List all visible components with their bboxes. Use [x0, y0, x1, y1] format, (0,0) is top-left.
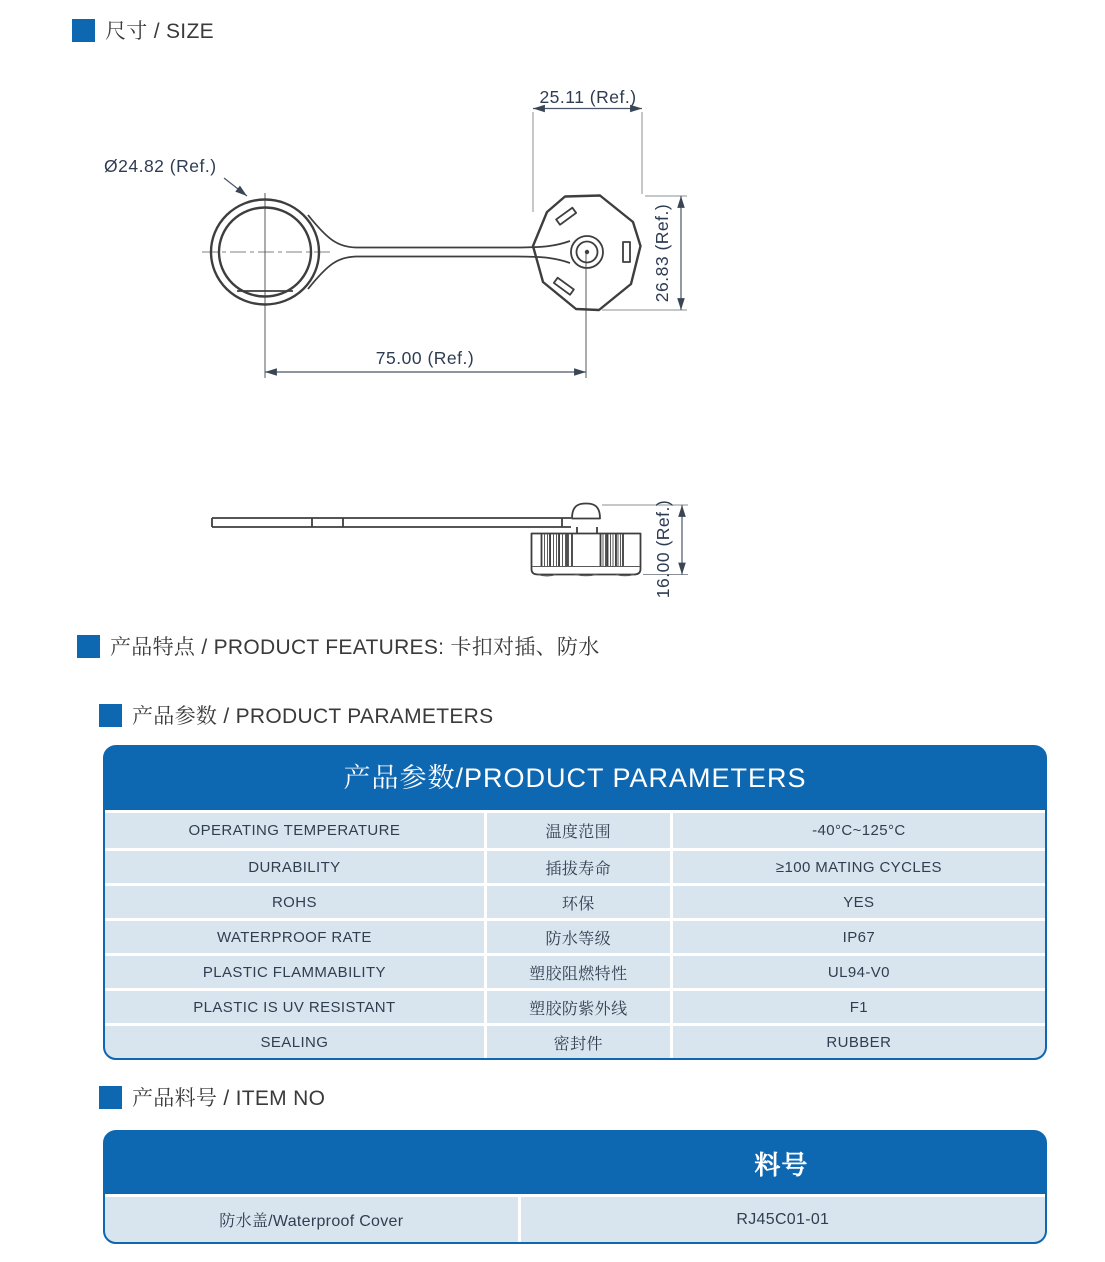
side-dome: [572, 504, 600, 519]
param-value: UL94-V0: [827, 963, 890, 981]
param-name-en: PLASTIC FLAMMABILITY: [202, 963, 386, 981]
table-row: [105, 813, 1045, 848]
param-name-cn: 塑胶防紫外线: [484, 991, 673, 1023]
dim-side-height: [602, 500, 688, 598]
item-part-number: RJ45C01-01: [518, 1197, 1045, 1242]
section-title-size: 尺寸 / SIZE: [105, 20, 214, 43]
dim-top-width: [533, 87, 642, 212]
param-value: YES: [843, 893, 875, 911]
table-row: [105, 848, 1045, 883]
param-name-en: DURABILITY: [248, 858, 341, 876]
param-value: IP67: [842, 928, 876, 946]
section-heading-parameters: [99, 700, 493, 730]
side-neck: [577, 527, 597, 534]
dim-top-width-label: 25.11 (Ref.): [539, 87, 637, 107]
dim-cap-height-label: 26.83 (Ref.): [652, 203, 672, 303]
knurl-lines-dark: [550, 534, 616, 566]
param-value: F1: [849, 998, 869, 1016]
dim-side-height-label: 16.00 (Ref.): [653, 499, 673, 599]
table-row: [105, 988, 1045, 1023]
section-bullet-icon: [72, 19, 95, 42]
param-name-cn: 塑胶阻燃特性: [484, 956, 673, 988]
dim-strap-length-label: 75.00 (Ref.): [375, 348, 475, 368]
params-table-header: 产品参数/PRODUCT PARAMETERS: [105, 747, 1045, 810]
table-row: [105, 953, 1045, 988]
param-name-cn: 防水等级: [484, 921, 673, 953]
technical-drawing: [0, 55, 740, 615]
dim-strap-length: [265, 348, 586, 372]
section-heading-size: [72, 15, 214, 45]
cap-slot-right: [623, 242, 630, 262]
param-value: -40°C~125°C: [812, 822, 906, 839]
section-title-features: 产品特点 / PRODUCT FEATURES: 卡扣对插、防水: [110, 636, 600, 659]
section-heading-features: [77, 631, 600, 661]
param-name-en: SEALING: [260, 1033, 329, 1051]
strap-bottom-edge: [308, 257, 570, 290]
dim-ring-diameter: [104, 156, 247, 196]
section-bullet-icon: [77, 635, 100, 658]
params-table: [103, 745, 1047, 1060]
dim-cap-height: [602, 196, 687, 310]
param-name-cn: 环保: [484, 886, 673, 918]
param-name-cn: 密封件: [484, 1026, 673, 1058]
param-name-en: WATERPROOF RATE: [216, 928, 372, 946]
dim-ring-diameter-label: Ø24.82 (Ref.): [104, 156, 217, 176]
param-name-cn: 温度范围: [484, 813, 673, 848]
side-view: [212, 504, 641, 577]
param-name-en: ROHS: [271, 893, 317, 911]
item-table: [103, 1130, 1047, 1244]
table-row: [105, 918, 1045, 953]
knurl-lines: [545, 534, 621, 566]
section-bullet-icon: [99, 704, 122, 727]
item-header-blank: [105, 1132, 518, 1194]
item-table-body: [105, 1194, 1045, 1242]
cap-hub-center-dot: [585, 250, 589, 254]
strap-top-edge: [308, 215, 570, 248]
side-strap: [212, 518, 571, 527]
item-header-label: 料号: [754, 1149, 809, 1180]
param-name-en: PLASTIC IS UV RESISTANT: [193, 998, 396, 1016]
section-heading-item-no: [99, 1082, 325, 1112]
item-table-header: [105, 1132, 1045, 1194]
param-value: RUBBER: [826, 1033, 892, 1051]
table-row: [105, 1023, 1045, 1058]
section-title-parameters: 产品参数 / PRODUCT PARAMETERS: [132, 705, 494, 728]
table-row: [105, 883, 1045, 918]
table-row: [105, 1197, 1045, 1242]
section-title-item-no: 产品料号 / ITEM NO: [132, 1087, 326, 1110]
param-value: ≥100 MATING CYCLES: [775, 858, 942, 876]
section-bullet-icon: [99, 1086, 122, 1109]
cap-slot-top: [556, 208, 576, 225]
param-name-en: OPERATING TEMPERATURE: [188, 822, 401, 839]
item-product-name: 防水盖/Waterproof Cover: [219, 1213, 404, 1230]
param-name-cn: 插拔寿命: [484, 851, 673, 883]
params-table-body: [105, 810, 1045, 1058]
